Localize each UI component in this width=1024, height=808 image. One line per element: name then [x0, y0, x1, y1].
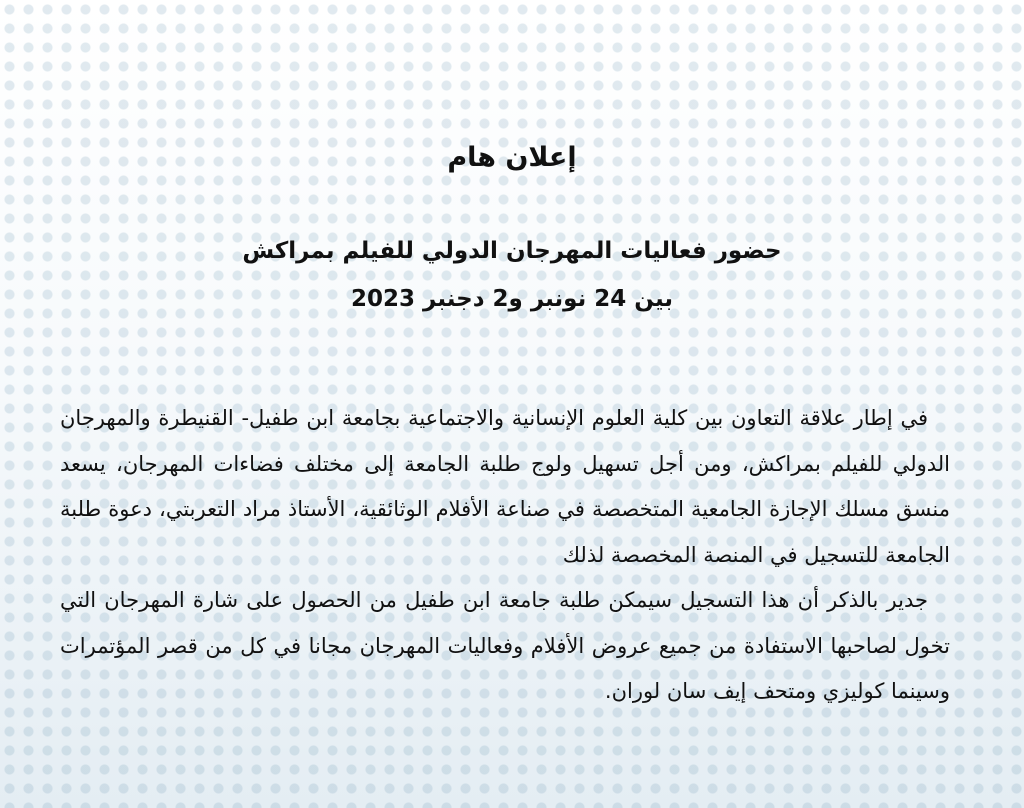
announcement-body	[60, 396, 950, 715]
body-paragraph	[60, 396, 950, 578]
announcement-title: إعلان هام	[447, 142, 577, 173]
paragraph-text: في إطار علاقة التعاون بين كلية العلوم الإنسانية والاجتماعية بجامعة ابن طفيل- القنيطرة والمهرجان الدولي للفيلم بمراكش، ومن أجل تسهيل ولوج طلبة الجامعة إلى مختلف فضاءات المهرجان، يسعد منسق مسلك الإجازة الجامعية المتخصصة في صناعة الأفلام الوثائقية، الأستاذ مراد التعربتي، دعوة طلبة الجامعة للتسجيل في المنصة المخصصة لذلك	[60, 406, 950, 567]
event-dates: بين 24 نونبر و2 دجنبر 2023	[351, 286, 673, 312]
event-subtitle: حضور فعاليات المهرجان الدولي للفيلم بمراكش	[242, 238, 782, 264]
paragraph-text: جدير بالذكر أن هذا التسجيل سيمكن طلبة جامعة ابن طفيل من الحصول على شارة المهرجان التي تخول لصاحبها الاستفادة من جميع عروض الأفلام وفعاليات المهرجان مجانا في كل من قصر المؤتمرات وسينما كوليزي ومتحف إيف سان لوران.	[60, 588, 950, 703]
body-paragraph	[60, 578, 950, 715]
